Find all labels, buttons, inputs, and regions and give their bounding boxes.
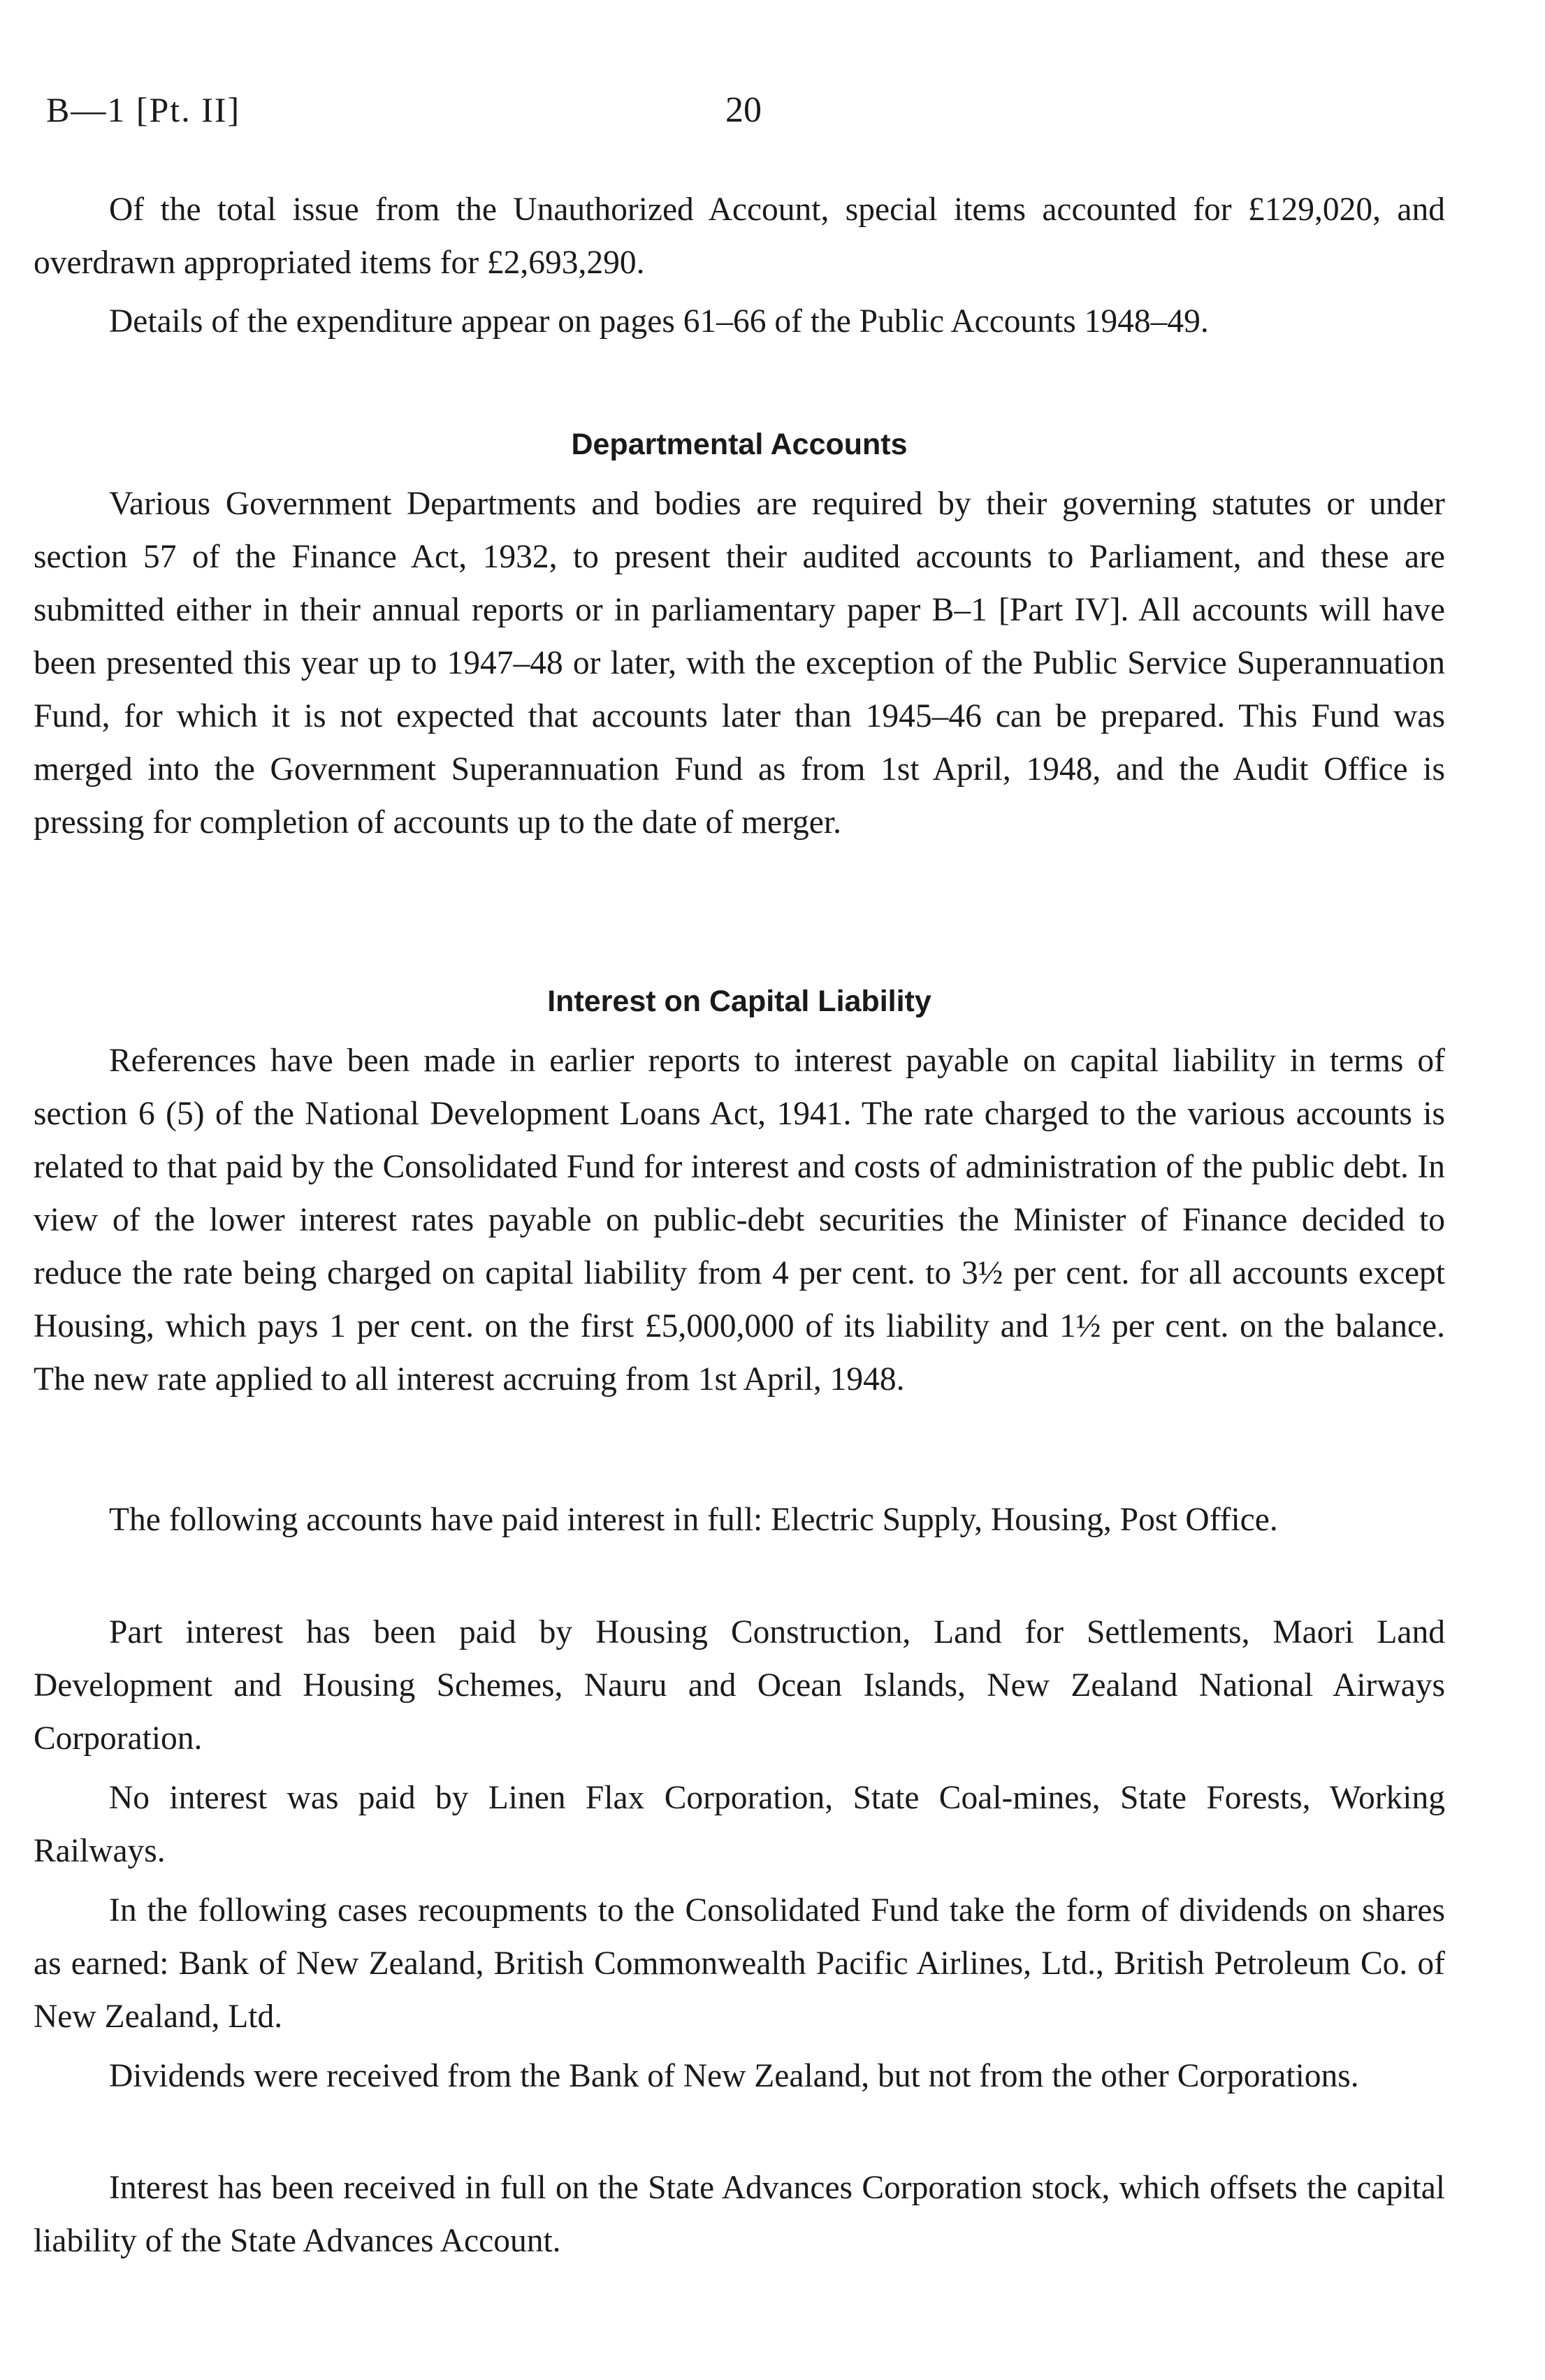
heading-departmental-accounts: Departmental Accounts bbox=[571, 428, 908, 461]
paragraph-unauthorized-account: Of the total issue from the Unauthorized Account, special items accounted for £129,020, and overdrawn appropriated items for £2,693,290. bbox=[34, 191, 1445, 281]
paragraph-interest-paid-full: The following accounts have paid interest in full: Electric Supply, Housing, Post Office. bbox=[109, 1502, 1278, 1538]
page-header bbox=[46, 89, 1514, 145]
paragraph-departmental-accounts: Various Government Departments and bodies are required by their governing statutes or under section 57 of the Finance Act, 1932, to present their audited accounts to Parliament, and these are submitted either in their annual reports or in parliamentary paper B–1 [Part IV]. All accounts will have been presented this year up to 1947–48 or later, with the exception of the Public Service Superannuation Fund, for which it is not expected that accounts later than 1945–46 can be prepared. This Fund was merged into the Government Superannuation Fund as from 1st April, 1948, and the Audit Office is pressing for completion of accounts up to the date of merger. bbox=[34, 486, 1445, 841]
paragraph-part-interest: Part interest has been paid by Housing Construction, Land for Settlements, Maori Land Development and Housing Schemes, Nauru and Ocean Islands, New Zealand National Airways Corporation. bbox=[34, 1614, 1445, 1757]
page-number: 20 bbox=[725, 90, 762, 130]
paragraph-recoupments: In the following cases recoupments to the Consolidated Fund take the form of dividends on shares as earned: Bank of New Zealand, British Commonwealth Pacific Airlines, Ltd., British Petroleum Co. of New Zealand, Ltd. bbox=[34, 1892, 1445, 2035]
paragraph-interest-rate: References have been made in earlier reports to interest payable on capital liability in terms of section 6 (5) of the National Development Loans Act, 1941. The rate charged to the various accounts is related to that paid by the Consolidated Fund for interest and costs of administration of the public debt. In view of the lower interest rates payable on public-debt securities the Minister of Finance decided to reduce the rate being charged on capital liability from 4 per cent. to 3½ per cent. for all accounts except Housing, which pays 1 per cent. on the first £5,000,000 of its liability and 1½ per cent. on the balance. The new rate applied to all interest accruing from 1st April, 1948. bbox=[34, 1043, 1445, 1398]
paragraph-no-interest: No interest was paid by Linen Flax Corporation, State Coal-mines, State Forests, Working Railways. bbox=[34, 1780, 1445, 1869]
paragraph-dividends: Dividends were received from the Bank of New Zealand, but not from the other Corporations. bbox=[109, 2058, 1359, 2094]
paragraph-state-advances: Interest has been received in full on the State Advances Corporation stock, which offsets the capital liability of the State Advances Account. bbox=[34, 2170, 1445, 2259]
document-reference: B—1 [Pt. II] bbox=[46, 90, 241, 129]
paragraph-expenditure-details: Details of the expenditure appear on pages 61–66 of the Public Accounts 1948–49. bbox=[109, 303, 1209, 340]
heading-interest-capital-liability: Interest on Capital Liability bbox=[547, 985, 931, 1018]
